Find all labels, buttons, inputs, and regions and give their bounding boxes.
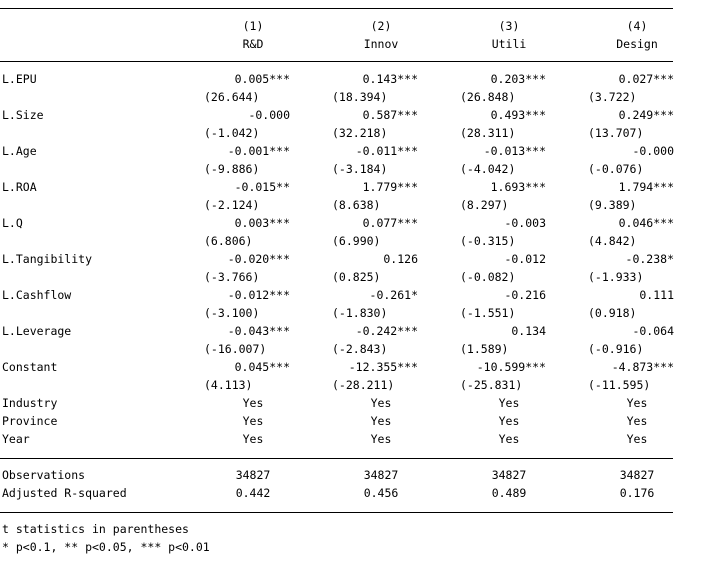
t-stat-cell: (3.722)	[588, 90, 637, 104]
coefficient-cell: -4.873***	[611, 360, 674, 374]
t-stat-cell: (18.394)	[332, 90, 388, 104]
stat-label: Observations	[2, 468, 86, 482]
t-stat-cell: (-1.551)	[460, 306, 516, 320]
coefficient-cell: 0.249***	[618, 108, 674, 122]
column-number: (4)	[626, 19, 648, 33]
fixed-effect-value: Yes	[242, 414, 264, 428]
fixed-effect-value: Yes	[370, 432, 392, 446]
stat-label: Adjusted R-squared	[2, 486, 127, 500]
coefficient-cell: -0.003	[504, 216, 546, 230]
coefficient-cell: 0.003***	[234, 216, 290, 230]
t-stat-cell: (-25.831)	[460, 378, 523, 392]
stat-value: 0.489	[491, 486, 527, 500]
column-name: Utili	[491, 37, 527, 51]
t-stat-cell: (8.297)	[460, 198, 509, 212]
t-stat-cell: (-0.076)	[588, 162, 644, 176]
column-name: Design	[616, 37, 658, 51]
t-stat-cell: (26.644)	[204, 90, 260, 104]
fixed-effect-value: Yes	[626, 432, 648, 446]
coefficient-cell: -0.216	[504, 288, 546, 302]
table-rule	[0, 512, 673, 513]
t-stat-cell: (-2.843)	[332, 342, 388, 356]
coefficient-cell: 0.143***	[362, 72, 418, 86]
coefficient-cell: -0.012***	[227, 288, 290, 302]
stat-value: 34827	[491, 468, 527, 482]
stat-value: 34827	[363, 468, 399, 482]
t-stat-cell: (26.848)	[460, 90, 516, 104]
fixed-effect-label: Year	[2, 432, 30, 446]
t-stat-cell: (-1.830)	[332, 306, 388, 320]
coefficient-cell: -10.599***	[476, 360, 546, 374]
coefficient-cell: -0.001***	[227, 144, 290, 158]
coefficient-cell: 0.046***	[618, 216, 674, 230]
t-stat-cell: (6.806)	[204, 234, 253, 248]
t-stat-cell: (13.707)	[588, 126, 644, 140]
fixed-effect-label: Province	[2, 414, 58, 428]
t-stat-cell: (4.113)	[204, 378, 253, 392]
t-stat-cell: (-1.042)	[204, 126, 260, 140]
column-number: (2)	[370, 19, 392, 33]
stat-value: 0.176	[619, 486, 655, 500]
t-stat-cell: (-11.595)	[588, 378, 651, 392]
stat-value: 0.442	[235, 486, 271, 500]
stat-value: 0.456	[363, 486, 399, 500]
coefficient-cell: 0.587***	[362, 108, 418, 122]
t-stat-cell: (-9.886)	[204, 162, 260, 176]
t-stat-cell: (0.825)	[332, 270, 381, 284]
coefficient-cell: -0.000	[248, 108, 290, 122]
t-stat-cell: (6.990)	[332, 234, 381, 248]
coefficient-cell: 0.493***	[490, 108, 546, 122]
t-stat-cell: (-0.916)	[588, 342, 644, 356]
fixed-effect-value: Yes	[498, 432, 520, 446]
fixed-effect-value: Yes	[498, 396, 520, 410]
coefficient-cell: -0.012	[504, 252, 546, 266]
row-label: L.Q	[2, 216, 23, 230]
t-stat-cell: (-28.211)	[332, 378, 395, 392]
t-stat-cell: (-16.007)	[204, 342, 267, 356]
t-stat-cell: (-3.100)	[204, 306, 260, 320]
row-label: L.Cashflow	[2, 288, 72, 302]
t-stat-cell: (-2.124)	[204, 198, 260, 212]
t-stat-cell: (-0.315)	[460, 234, 516, 248]
fixed-effect-value: Yes	[626, 414, 648, 428]
coefficient-cell: -12.355***	[348, 360, 418, 374]
row-label: L.Size	[2, 108, 44, 122]
coefficient-cell: -0.261*	[369, 288, 418, 302]
fixed-effect-value: Yes	[370, 414, 392, 428]
column-name: Innov	[363, 37, 399, 51]
row-label: L.EPU	[2, 72, 37, 86]
coefficient-cell: 0.203***	[490, 72, 546, 86]
coefficient-cell: -0.015**	[234, 180, 290, 194]
column-name: R&D	[242, 37, 264, 51]
row-label: L.ROA	[2, 180, 37, 194]
coefficient-cell: 0.111	[639, 288, 674, 302]
t-stat-cell: (8.638)	[332, 198, 381, 212]
row-label: Constant	[2, 360, 58, 374]
table-note: t statistics in parentheses	[2, 522, 189, 536]
coefficient-cell: -0.000	[632, 144, 674, 158]
t-stat-cell: (4.842)	[588, 234, 637, 248]
column-number: (3)	[498, 19, 520, 33]
column-number: (1)	[242, 19, 264, 33]
fixed-effect-value: Yes	[626, 396, 648, 410]
fixed-effect-value: Yes	[242, 432, 264, 446]
fixed-effect-value: Yes	[370, 396, 392, 410]
row-label: L.Leverage	[2, 324, 72, 338]
t-stat-cell: (-3.766)	[204, 270, 260, 284]
table-rule	[0, 8, 673, 9]
coefficient-cell: 0.077***	[362, 216, 418, 230]
coefficient-cell: -0.043***	[227, 324, 290, 338]
t-stat-cell: (-4.042)	[460, 162, 516, 176]
coefficient-cell: 0.126	[383, 252, 418, 266]
coefficient-cell: 0.027***	[618, 72, 674, 86]
row-label: L.Age	[2, 144, 37, 158]
fixed-effect-value: Yes	[498, 414, 520, 428]
table-rule	[0, 61, 673, 62]
coefficient-cell: 1.693***	[490, 180, 546, 194]
coefficient-cell: -0.020***	[227, 252, 290, 266]
t-stat-cell: (-3.184)	[332, 162, 388, 176]
stat-value: 34827	[235, 468, 271, 482]
fixed-effect-value: Yes	[242, 396, 264, 410]
t-stat-cell: (-1.933)	[588, 270, 644, 284]
fixed-effect-label: Industry	[2, 396, 58, 410]
coefficient-cell: 0.134	[511, 324, 546, 338]
t-stat-cell: (1.589)	[460, 342, 509, 356]
coefficient-cell: 0.005***	[234, 72, 290, 86]
coefficient-cell: -0.011***	[355, 144, 418, 158]
t-stat-cell: (28.311)	[460, 126, 516, 140]
coefficient-cell: 1.794***	[618, 180, 674, 194]
t-stat-cell: (0.918)	[588, 306, 637, 320]
coefficient-cell: -0.242***	[355, 324, 418, 338]
t-stat-cell: (9.389)	[588, 198, 637, 212]
t-stat-cell: (-0.082)	[460, 270, 516, 284]
row-label: L.Tangibility	[2, 252, 93, 266]
table-note: * p<0.1, ** p<0.05, *** p<0.01	[2, 540, 210, 554]
coefficient-cell: 1.779***	[362, 180, 418, 194]
t-stat-cell: (32.218)	[332, 126, 388, 140]
stat-value: 34827	[619, 468, 655, 482]
coefficient-cell: -0.013***	[483, 144, 546, 158]
coefficient-cell: -0.064	[632, 324, 674, 338]
table-rule	[0, 458, 673, 459]
coefficient-cell: -0.238*	[625, 252, 674, 266]
coefficient-cell: 0.045***	[234, 360, 290, 374]
